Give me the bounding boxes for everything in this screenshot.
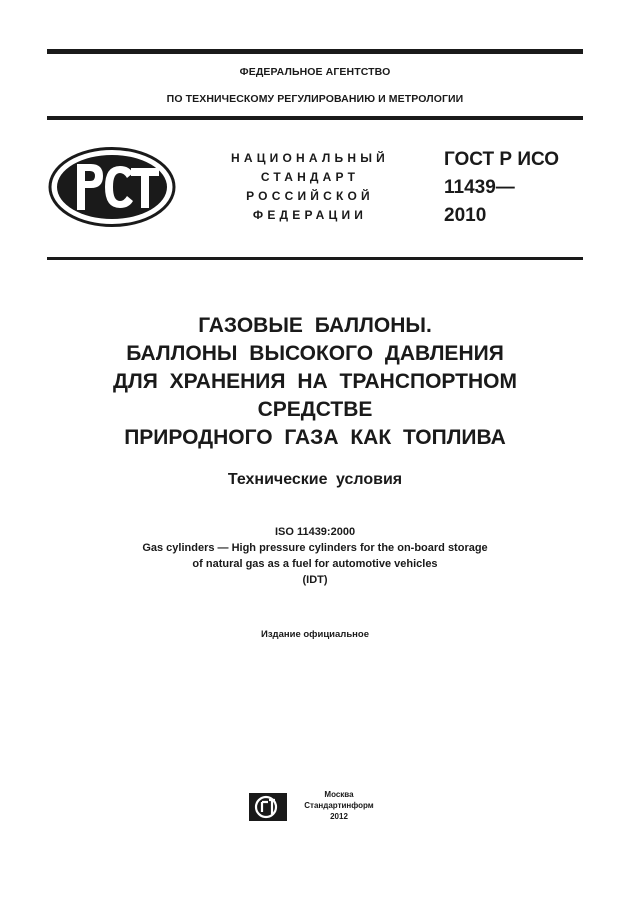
designation-line: ГОСТ Р ИСО (444, 149, 560, 170)
iso-reference (47, 524, 583, 588)
top-rule (47, 49, 583, 54)
title-line: ГАЗОВЫЕ БАЛЛОНЫ. (198, 314, 432, 337)
document-title (47, 312, 583, 452)
standard-label-line: РОССИЙСКОЙ (246, 189, 374, 203)
publisher-city: Москва (324, 790, 354, 799)
agency-line-2: ПО ТЕХНИЧЕСКОМУ РЕГУЛИРОВАНИЮ И МЕТРОЛОГИИ (166, 93, 464, 105)
publisher-year: 2012 (330, 812, 348, 821)
designation-line: 2010 (444, 205, 487, 226)
standard-label-line: ФЕДЕРАЦИИ (252, 208, 368, 222)
title-line: ДЛЯ ХРАНЕНИЯ НА ТРАНСПОРТНОМ (113, 370, 517, 393)
title-line: СРЕДСТВЕ (257, 398, 373, 421)
publisher-block (294, 789, 384, 822)
publisher-name: Стандартинформ (304, 801, 374, 810)
agency-line-1: ФЕДЕРАЛЬНОЕ АГЕНТСТВО (239, 66, 391, 78)
title-line: ПРИРОДНОГО ГАЗА КАК ТОПЛИВА (124, 426, 506, 449)
header-rule (47, 116, 583, 120)
iso-line: of natural gas as a fuel for automotive vehicles (192, 558, 438, 570)
section-rule (47, 257, 583, 260)
document-subtitle: Технические условия (227, 471, 403, 488)
iso-line: ISO 11439:2000 (274, 526, 356, 538)
iso-line: (IDT) (302, 574, 328, 586)
standard-label-line: СТАНДАРТ (260, 170, 360, 184)
rst-logo-icon (47, 146, 177, 228)
standartinform-logo-icon (248, 792, 288, 822)
designation-line: 11439— (444, 177, 515, 198)
iso-line: Gas cylinders — High pressure cylinders for the on-board storage (142, 542, 488, 554)
edition-note: Издание официальное (261, 629, 369, 640)
title-line: БАЛЛОНЫ ВЫСОКОГО ДАВЛЕНИЯ (126, 342, 504, 365)
standard-label-line: НАЦИОНАЛЬНЫЙ (230, 151, 390, 165)
